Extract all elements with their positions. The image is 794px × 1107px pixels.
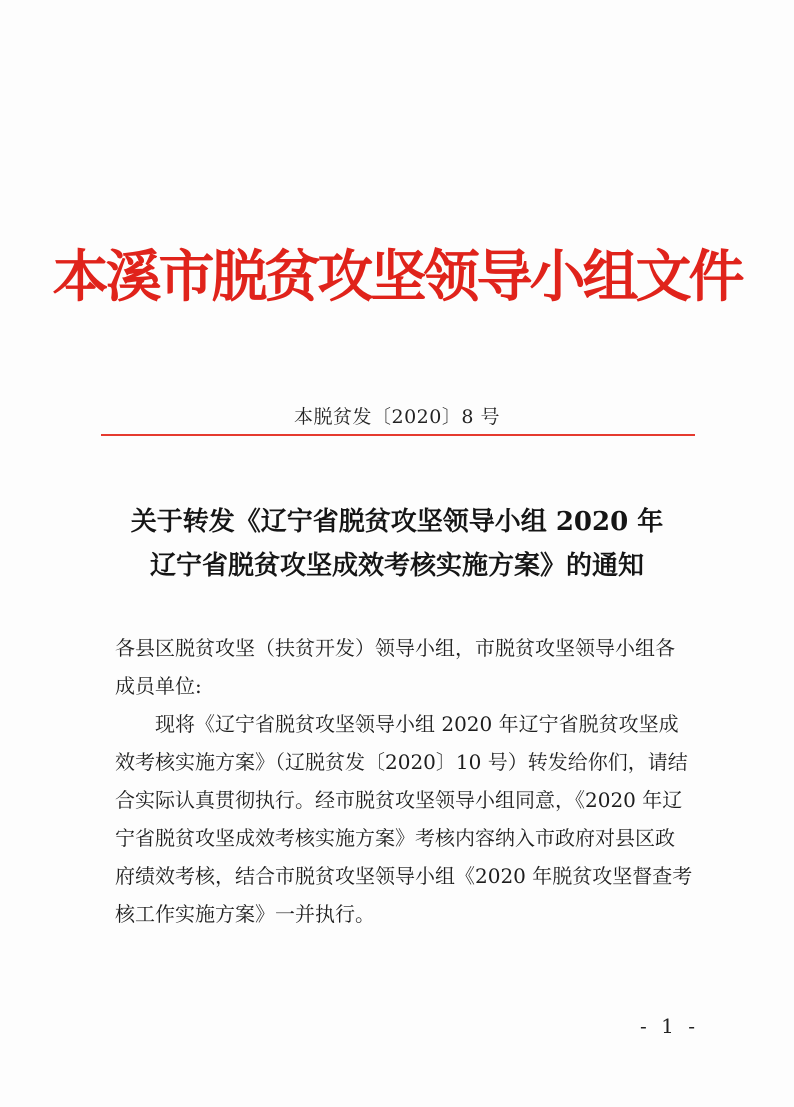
paragraph-line-3: 合实际认真贯彻执行。经市脱贫攻坚领导小组同意，《2020 年辽 <box>115 788 683 812</box>
paragraph-line-6: 核工作实施方案》一并执行。 <box>115 902 375 926</box>
paragraph-line-4: 宁省脱贫攻坚成效考核实施方案》考核内容纳入市政府对县区政 <box>115 826 675 850</box>
addressee <box>115 629 705 705</box>
issuing-authority-title: 本溪市脱贫攻坚领导小组文件 <box>52 245 742 310</box>
notice-title <box>0 500 794 588</box>
page-number: - 1 - <box>640 1014 699 1038</box>
document-number: 本脱贫发〔2020〕8 号 <box>294 406 500 428</box>
notice-title-line-1: 关于转发《辽宁省脱贫攻坚领导小组 2020 年 <box>130 507 664 537</box>
addressee-line-1: 各县区脱贫攻坚（扶贫开发）领导小组，市脱贫攻坚领导小组各 <box>115 636 675 660</box>
notice-title-line-2: 辽宁省脱贫攻坚成效考核实施方案》的通知 <box>149 551 644 581</box>
body-paragraph <box>115 705 705 933</box>
paragraph-line-2: 效考核实施方案》（辽脱贫发〔2020〕10 号）转发给你们，请结 <box>115 750 688 774</box>
paragraph-line-5: 府绩效考核，结合市脱贫攻坚领导小组《2020 年脱贫攻坚督查考 <box>115 864 693 888</box>
red-divider-line <box>101 434 695 436</box>
addressee-line-2: 成员单位: <box>115 674 202 698</box>
paragraph-line-1: 现将《辽宁省脱贫攻坚领导小组 2020 年辽宁省脱贫攻坚成 <box>155 712 679 736</box>
